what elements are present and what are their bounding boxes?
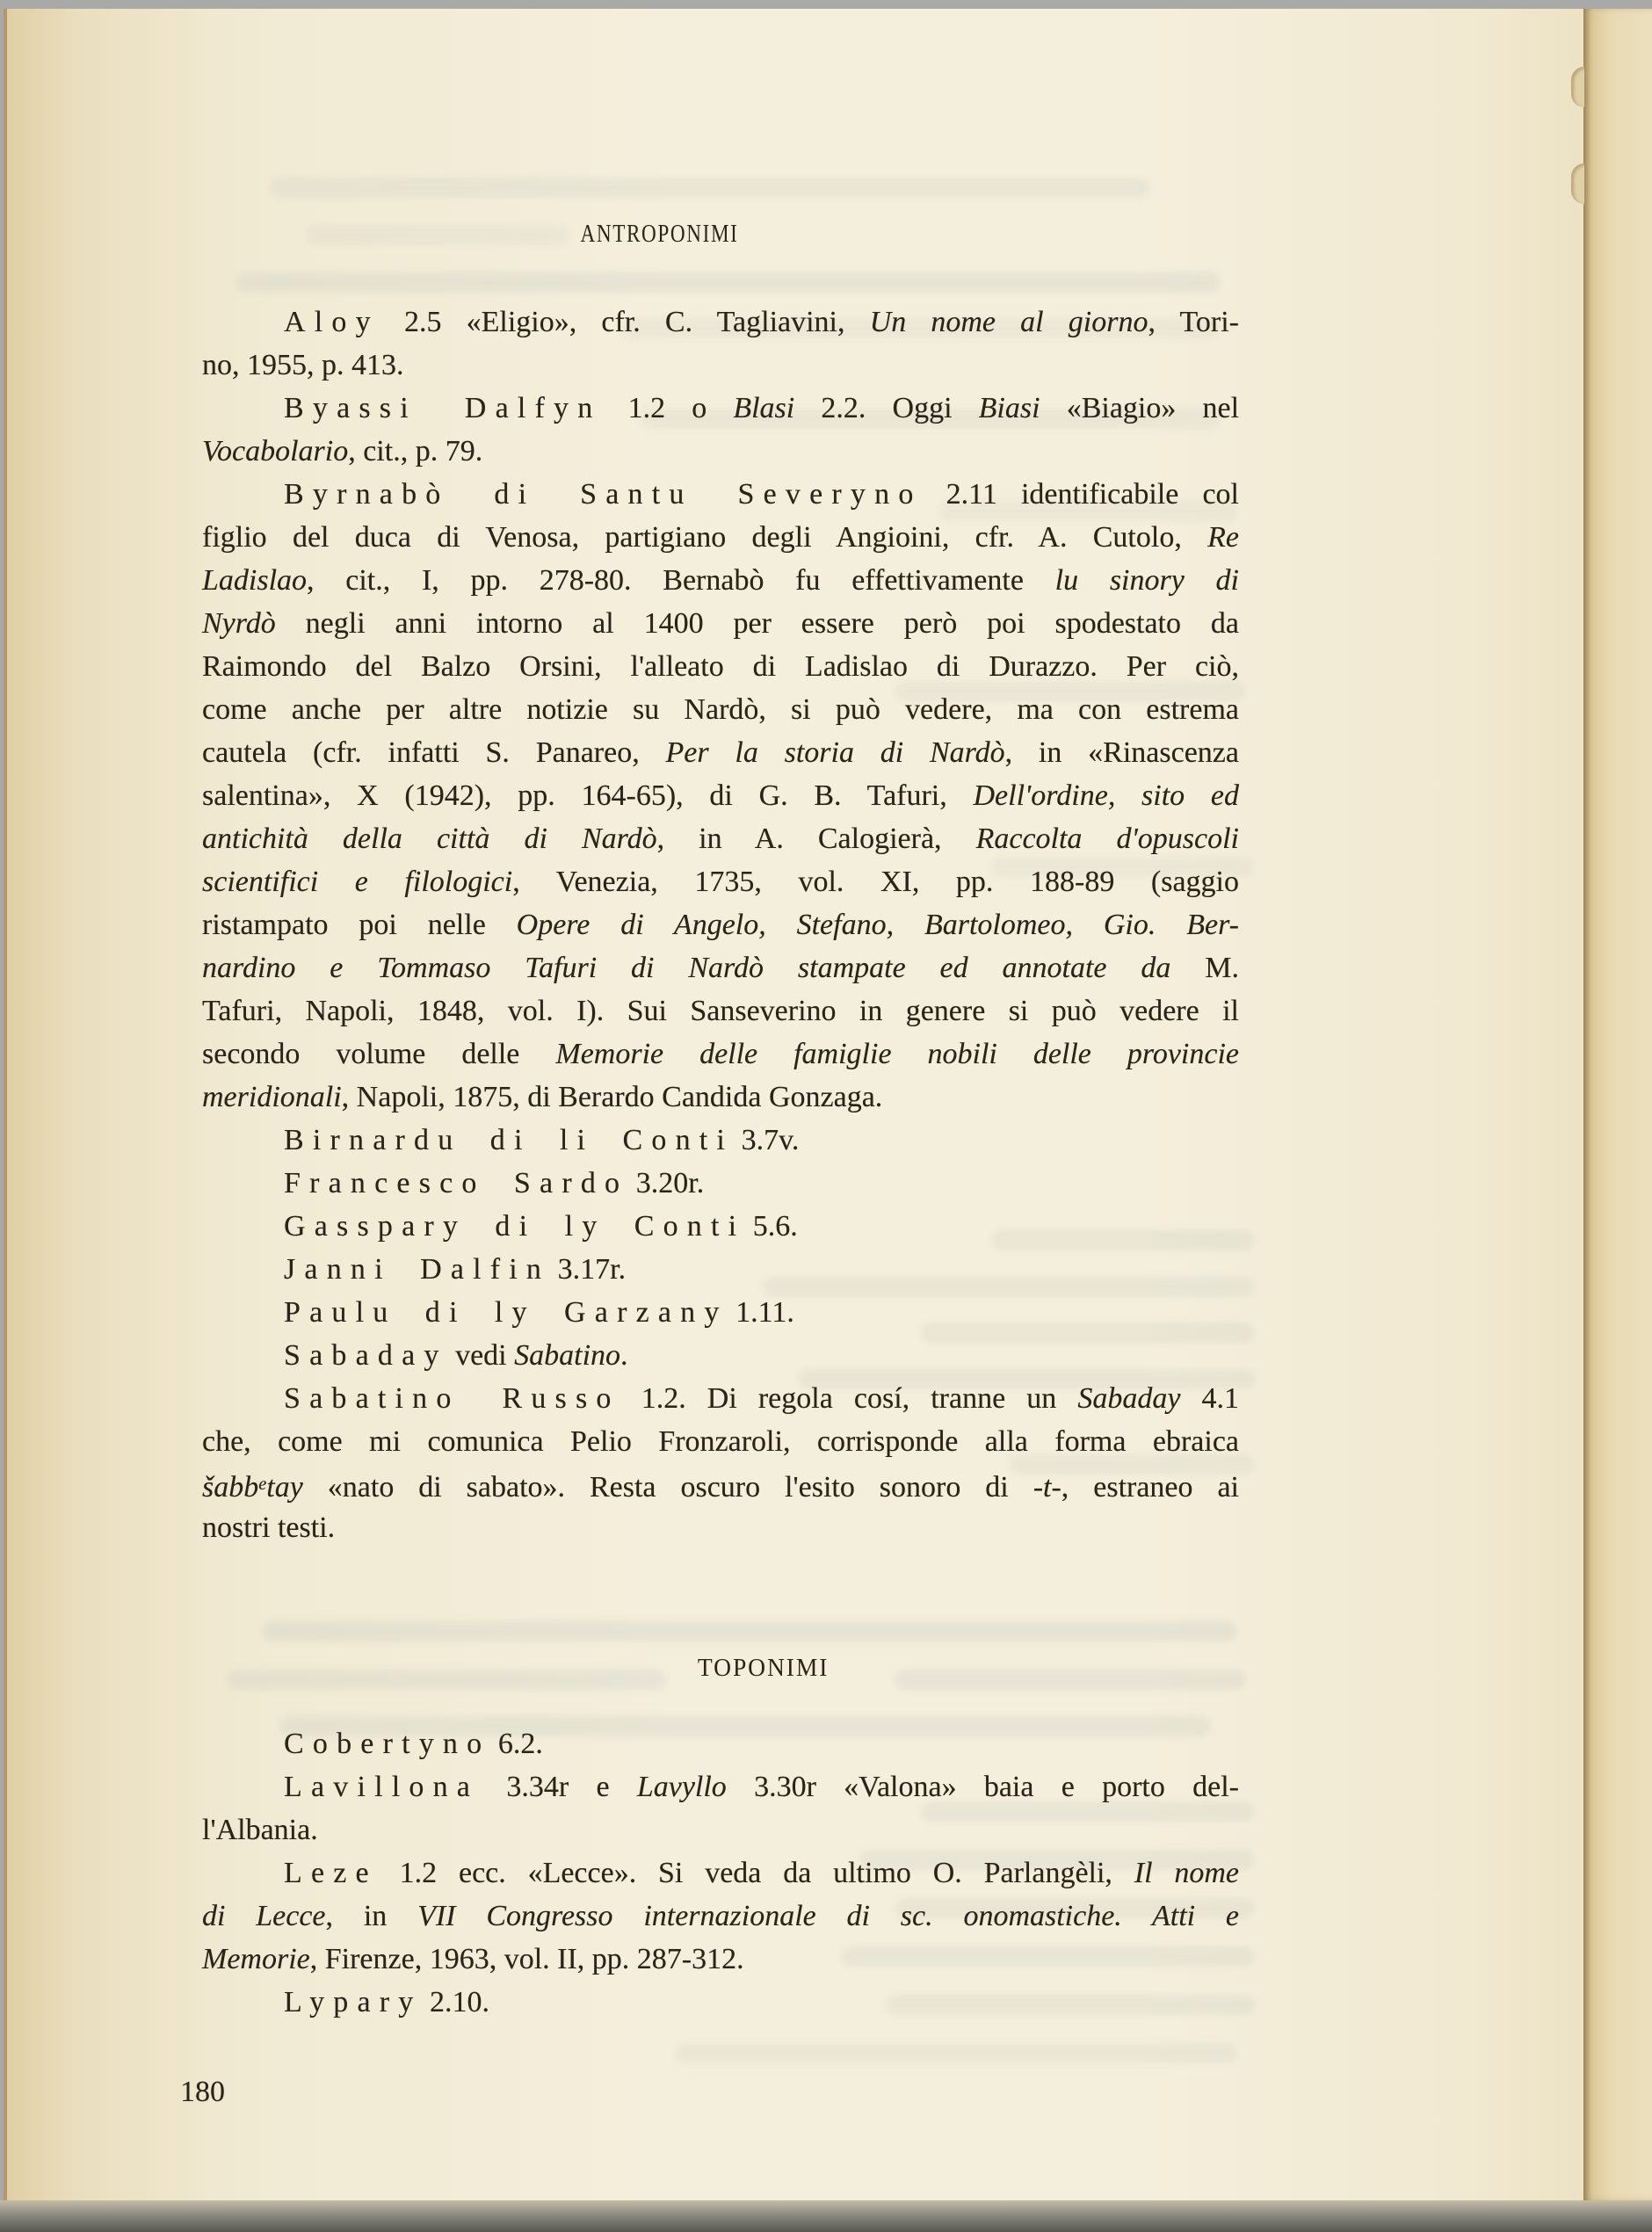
book-page [4,9,1583,2200]
text-segment: nostri testi. [202,1511,336,1544]
adjacent-page-edge [1583,9,1652,2200]
paragraph [202,1162,1239,1205]
section-heading-text: TOPONIMI [698,1654,830,1682]
paragraph [202,1248,1239,1291]
text-segment: Opere di Angelo, Stefano, Bartolomeo, Gio. Ber- [516,909,1239,941]
text-line [202,1377,1239,1420]
text-segment: 6.2. [490,1728,543,1760]
text-segment: salentina», X (1942), pp. 164-65), di G. B. Tafuri, [202,779,974,812]
toponimi-text [202,1722,1239,2024]
text-segment: 5.6. [745,1210,798,1243]
text-line [202,1895,1239,1938]
text-segment: , Napoli, 1875, di Berardo Candida Gonzaga. [341,1081,883,1113]
text-line [202,774,1239,817]
text-segment: Raimondo del Balzo Orsini, l'alleato di Ladislao di Durazzo. Per ciò, [202,650,1239,683]
text-segment: VII Congresso internazionale di sc. onomastiche. Atti e [417,1900,1239,1932]
text-segment: 4.1 [1180,1382,1239,1415]
text-segment: Lypary [284,1986,423,2018]
text-segment: Sabatino Russo [284,1382,620,1415]
text-segment: 1.2 ecc. «Lecce». Si veda da ultimo O. Parlangèli, [377,1857,1134,1889]
text-segment: 2.5 «Eligio», cfr. C. Tagliavini, [379,306,870,338]
text-segment: 3.34r e [479,1771,637,1803]
text-line [202,344,1239,387]
paragraph [202,1765,1239,1852]
text-segment: 1.11. [728,1296,794,1329]
text-line [202,946,1239,989]
text-segment: negli anni intorno al 1400 per essere però poi spodestato da [275,607,1239,640]
antroponimi-text [202,301,1239,1549]
text-segment: 2.2. Oggi [794,392,979,424]
text-line [202,1420,1239,1463]
bleedthrough-text [235,272,1220,293]
text-segment: 3.20r. [628,1167,705,1199]
text-segment: scientifici e filologici [202,866,513,898]
text-segment: Leze [284,1857,378,1889]
text-segment: Byassi Dalfyn [284,392,602,424]
text-segment: Francesco Sardo [284,1167,629,1199]
text-segment: Raccolta d'opuscoli [975,823,1239,855]
text-segment: Biasi [978,392,1040,424]
text-line [202,1722,1239,1765]
text-segment: nardino e Tommaso Tafuri di Nardò stampate ed annotate da [202,952,1171,984]
text-segment: Aloy [284,306,380,338]
text-line [202,860,1239,903]
section-heading-antroponimi [141,220,1177,249]
text-segment: , estraneo ai [1061,1470,1240,1504]
bleedthrough-text [262,1621,1237,1641]
text-segment: Memorie delle famiglie nobili delle provincie [555,1038,1239,1070]
section-heading-toponimi [245,1654,1282,1683]
text-segment: che, come mi comunica Pelio Fronzaroli, corrisponde alla forma ebraica [202,1425,1239,1458]
text-segment: l'Albania. [202,1814,318,1846]
text-segment: šabb [202,1470,259,1504]
text-segment: , in [325,1900,418,1932]
text-line [202,1205,1239,1248]
text-segment: meridionali [202,1081,342,1113]
text-segment: e [258,1475,267,1494]
text-segment: Byrnabò di Santu Severyno [284,478,923,511]
text-segment: 1.2 o [601,392,734,424]
text-segment: Sabaday [1077,1382,1181,1415]
text-segment: 2.11 identificabile col [922,478,1239,511]
text-segment: Un nome al giorno [869,306,1148,338]
page-number: 180 [180,2076,225,2108]
text-line [202,1119,1239,1162]
scanner-background-bottom [0,2200,1652,2232]
paragraph [202,301,1239,387]
text-line [202,1162,1239,1205]
text-segment: Lavillona [284,1771,480,1803]
text-segment: Vocabolario [202,435,349,467]
text-segment: Janni Dalfin [284,1253,551,1286]
text-segment: Birnardu di li Conti [284,1124,735,1156]
text-segment: 3.7v. [734,1124,800,1156]
text-segment: . [620,1339,628,1372]
paragraph [202,1291,1239,1334]
text-line [202,1506,1239,1549]
text-line [202,1981,1239,2024]
text-segment: «nato di sabato». Resta oscuro l'esito sonoro di [302,1470,1033,1504]
text-line [202,559,1239,602]
text-line [202,602,1239,645]
text-segment: 3.30r «Valona» baia e porto del- [726,1771,1239,1803]
text-line [202,1248,1239,1291]
text-segment: , in A. Calogierà, [656,823,976,855]
text-line [202,1463,1239,1506]
text-segment: , Venezia, 1735, vol. XI, pp. 188-89 (saggio [512,866,1240,898]
text-segment: lu sinory di [1054,564,1239,597]
paragraph [202,1119,1239,1162]
scanner-background-top [0,0,1652,9]
text-line [202,387,1239,430]
text-line [202,1334,1239,1377]
text-segment: -t- [1032,1470,1061,1504]
bleedthrough-text [675,2043,1237,2063]
paragraph [202,1722,1239,1765]
text-segment: 1.2. Di regola cosí, tranne un [620,1382,1078,1415]
text-line [202,1808,1239,1852]
paragraph [202,1852,1239,1981]
text-line [202,645,1239,688]
text-line [202,473,1239,516]
text-line [202,301,1239,344]
text-segment: Tafuri, Napoli, 1848, vol. I). Sui Sanseverino in genere si può vedere il [202,995,1239,1027]
text-segment: no, 1955, p. 413. [202,349,404,381]
text-segment: Sabatino [514,1339,621,1372]
text-segment: Memorie [202,1943,310,1975]
text-segment: , cit., I, pp. 278-80. Bernabò fu effettivamente [307,564,1055,597]
text-line [202,731,1239,774]
text-segment: «Biagio» nel [1040,392,1240,424]
text-segment: Paulu di ly Garzany [284,1296,728,1329]
paragraph [202,387,1239,473]
text-segment: Nyrdò [202,607,276,640]
text-segment: Blasi [733,392,795,424]
text-segment: , Firenze, 1963, vol. II, pp. 287-312. [309,1943,744,1975]
text-segment: Lavyllo [636,1771,727,1803]
text-segment: Cobertyno [284,1728,491,1760]
text-segment: , in «Rinascenza [1004,736,1239,769]
text-segment: Sabaday [284,1339,448,1372]
text-line [202,1765,1239,1808]
text-segment: come anche per altre notizie su Nardò, si può vedere, ma con estrema [202,693,1239,726]
text-segment: figlio del duca di Venosa, partigiano degli Angioini, cfr. A. Cutolo, [202,521,1208,554]
text-line [202,817,1239,860]
paragraph [202,473,1239,1119]
text-segment: 2.10. [422,1986,490,2018]
text-line [202,1852,1239,1895]
paragraph [202,1205,1239,1248]
text-segment: vedi [447,1339,515,1372]
text-line [202,1033,1239,1076]
paragraph [202,1377,1239,1549]
text-segment: Re [1207,521,1239,554]
bleedthrough-text [271,178,1149,198]
text-line [202,989,1239,1033]
text-segment: Il nome [1134,1857,1239,1889]
text-segment: Gasspary di ly Conti [284,1210,746,1243]
section-heading-text: ANTROPONIMI [580,220,738,248]
text-segment: 3.17r. [550,1253,627,1286]
text-segment: Per la storia di Nardò [665,736,1005,769]
text-segment: secondo volume delle [202,1038,556,1070]
text-segment: antichità della città di Nardò [202,823,657,855]
text-segment: Dell'ordine, sito ed [973,779,1240,812]
text-segment: , cit., p. 79. [348,435,483,467]
page-edge-notch [1571,67,1584,107]
text-segment: tay [266,1470,303,1504]
text-segment: , Tori- [1148,306,1239,338]
text-line [202,1076,1239,1119]
text-segment: di Lecce [202,1900,326,1932]
page-edge-notch [1571,163,1584,204]
text-line [202,516,1239,559]
text-line [202,1291,1239,1334]
paragraph [202,1981,1239,2024]
text-segment: M. [1170,952,1240,984]
text-line [202,1938,1239,1981]
paragraph [202,1334,1239,1377]
text-segment: cautela (cfr. infatti S. Panareo, [202,736,666,769]
text-line [202,430,1239,473]
text-line [202,688,1239,731]
text-segment: Ladislao [202,564,308,597]
text-line [202,903,1239,946]
text-segment: ristampato poi nelle [202,909,517,941]
